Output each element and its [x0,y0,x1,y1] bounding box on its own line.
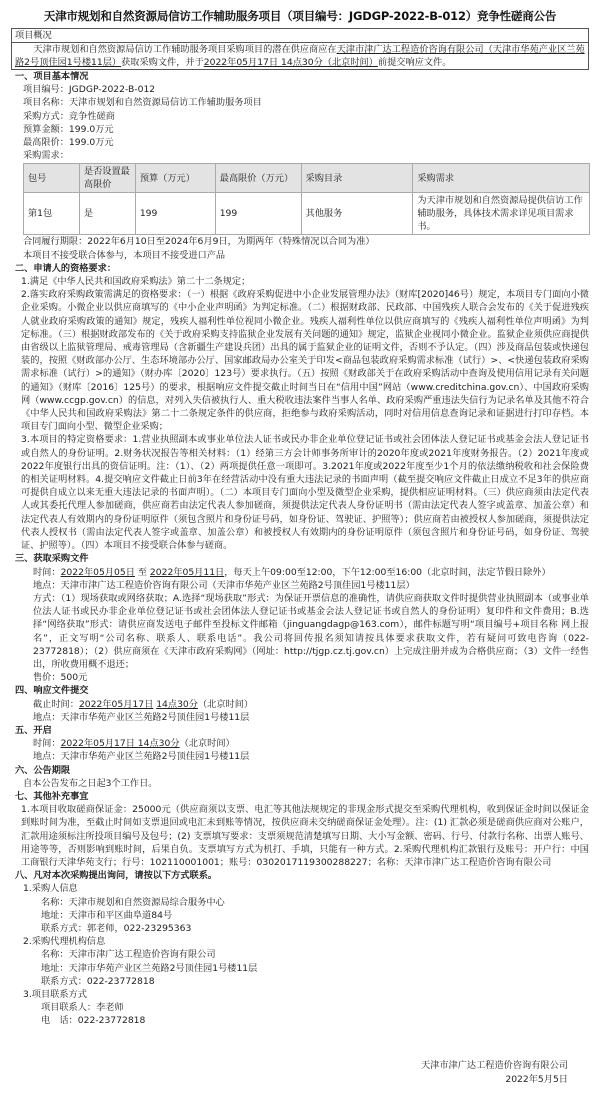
overview-middle: 获取采购文件，并于 [121,57,204,68]
qualification-item-3: 3.本项目的特定资格要求：1.营业执照副本或事业单位法人证书或民办非企业单位登记证书或社会团体法人登记证书或基金会法人登记证书或自然人的身份证明。2.财务状况报告等相关材料：（1）经第三方会计师事务所审计的2020年度或2021年度财务报告。（2）2021年度或2022年度银行出具的资信证明。注：（1）、（2）两项提供任意一项即可。3.2021年度或2022年度至少1个月的依法缴纳税收和社会保险费的相关证明材料。4.提交响应文件截止日前3年在经营活动中没有重大违法记录的书面声明（截至提交响应文件截止日成立不足3年的供应商可提供自成立以来无重大违法记录的书面声明）。（二）本项目专门面向小型及微型企业采购，提供相应证明材料。（三）供应商须由法定代表人或其委托代理人参加磋商，供应商若由法定代表人参加磋商，须提供法定代表人身份证明书（需由法定代表人签字或盖章、加盖公章）和法定代表人有效期内的身份证明原件（须包含照片和身份证号码，如身份证、驾驶证、护照等）；供应商若由被授权人参加磋商，须提供法定代表人授权书（需由法定代表人签字或盖章、加盖公章）和被授权人有效期内的身份证明原件（须包含照片和身份证号码，如身份证、驾驶证、护照等）。（四）本项目不接受联合体参与磋商。 [21,434,589,552]
agency-name: 名称：天津市津广达工程造价咨询有限公司 [41,949,216,961]
overview-box [11,28,589,70]
submission-deadline-time: 14点30分 [156,698,198,710]
overview-prefix: 天津市规划和自然资源局信访工作辅助服务项目采购项目的潜在供应商应在 [33,44,337,55]
table-header: 采购目录 [301,164,413,193]
table-header: 采购需求 [413,164,590,193]
obtain-time-tail: ，每天上午09:00至12:00，下午12:00至16:00（北京时间，法定节假日除外） [224,566,551,578]
agency-address: 地址：天津市华苑产业区兰苑路2号顶佳园1号楼11层 [41,962,258,974]
project-contact-title: 3.项目联系方式 [23,989,87,1000]
project-number: 项目编号：JGDGP-2022-B-012 [23,84,156,96]
table-header-row [24,164,590,193]
section-1-heading: 一、项目基本情况 [15,71,89,82]
agency-contact: 联系方式：022-23772818 [41,975,155,987]
announcement-period: 自本公告发布之日起3个工作日。 [23,777,158,789]
obtain-to: 至 [134,566,150,578]
project-contact-phone: 电 话：022-23772818 [41,1015,146,1027]
section-3-heading: 三、获取采购文件 [15,553,89,565]
section-7-heading: 七、其他补充事宜 [15,790,89,802]
procurement-method: 采购方式：竞争性磋商 [23,110,115,122]
purchaser-info-title: 1.采购人信息 [23,883,78,895]
section-5-heading: 五、开启 [15,724,52,736]
purchaser-contact: 联系方式：郭老师，022-23295363 [41,922,192,934]
section-2-heading: 二、申请人的资格要求： [15,262,117,274]
obtain-method: 方式：（1）现场获取或网络获取；A.选择“现场获取”形式：为保证开票信息的准确性，请供应商获取文件时提供营业执照副本（或事业单位法人证书或民办非企业单位登记证书或社会团体法人登记证书或基金会法人登记证书或自然人的身份证明）复印件和文件费用；B.选择“网络获取”形式：请供应商发送电子邮件至投标文件邮箱（jinguangdagp@163.com），邮件标题写明“项目编号+项目名称 网上报名”，正文写明“公司名称、联系人、联系电话”。我公司将回传报名须知请按具体要求获取文件，若有疑问可致电咨询（022-23772818）；（2）供应商须在《天津市政府采购网》（网址：http://tjgp.cz.tj.gov.cn）上完成注册并成为合格供应商；（3）文件一经售出，所收费用概不退还； [33,592,589,670]
max-price: 最高限价：199.0万元 [23,137,114,149]
obtain-time-label: 时间： [33,566,61,578]
section-4-heading: 四、响应文件提交 [15,685,89,697]
project-contact-person: 项目联系人：李老师 [41,1002,124,1014]
obtain-place: 地点：天津市津广达工程造价咨询有限公司（天津市华苑产业区兰苑路2号顶佳园1号楼11层） [33,579,415,591]
table-cell: 其他服务 [301,193,413,235]
table-row [24,193,590,235]
table-cell: 199 [215,193,301,235]
submission-deadline [11,698,589,711]
obtain-start-date: 2022年05月05日 [60,566,135,578]
signature-date: 2022年5月5日 [505,1074,568,1085]
qualification-item-2: 2.落实政府采购政策需满足的资格要求：（一）根据《政府采购促进中小企业发展管理办法》（财库[2020]46号）规定，本项目专门面向小微企业采购。小微企业以供应商填写的《中小企业声明函》为判定标准。（二）根据财政部、民政部、中国残疾人联合会发布的《关于促进残疾人就业政府采购政策的通知》规定，残疾人福利性单位视同小微企业。残疾人福利性单位以供应商填写的《残疾人福利性单位声明函》为判定标准。（三）根据财政部发布的《关于政府采购支持监狱企业发展有关问题的通知》规定，监狱企业视同小微企业。监狱企业须供应商提供由省级以上监狱管理局、戒毒管理局（含新疆生产建设兵团）出具的属于监狱企业的证明文件，否则不予认定。（四）涉及商品包装或快递包装的，按照《财政部办公厅、生态环境部办公厅、国家邮政局办公室关于印发<商品包装政府采购需求标准（试行）>、<快递包装政府采购需求标准（试行）>的通知》（财办库〔2020〕123号）要求执行。（五）按照《财政部关于在政府采购活动中查询及使用信用记录有关问题的通知》（财库〔2016〕125号）的要求，根据响应文件提交截止时间当日在“信用中国”网站（www.creditchina.gov.cn）、中国政府采购网（www.ccgp.gov.cn）的信息，对列入失信被执行人、重大税收违法案件当事人名单、政府采购严重违法失信行为记录名单及其他不符合《中华人民共和国政府采购法》第二十二条规定条件的供应商，拒绝参与政府采购活动，同时对信用信息查询记录和证据进行打印存档。本项目专门面向小型、微型企业采购； [21,289,589,433]
supplementary-info: 1.本项目收取磋商保证金：25000元（供应商须以支票、电汇等其他法规规定的非现金形式提交至采购代理机构，收到保证金时间以保证金到账时间为准，至截止时间如支票退回或电汇未到账等情况，按供应商未交纳磋商保证金处理）。注：(1) 汇款必须是磋商供应商对公账户，汇款用途须标注所投项目编号及包号；(2) 支票填写要求：支票须规范清楚填写日期、大小写金额、密码、行号、付款行名称、出票人账号、用途等等，否则影响到账时间，后果自负。支票填写方式为机打、手填，只能有一种方式。2.采购代理机构汇款银行及账号：开户行：中国工商银行天津华苑支行；行号：102110001001；账号：0302017119300288227；名称：天津市津广达工程造价咨询有限公司 [21,804,589,868]
page-title: 天津市规划和自然资源局信访工作辅助服务项目（项目编号：JGDGP-2022-B-012）竞争性磋商公告 [43,9,557,23]
table-cell: 是 [79,193,135,235]
table-cell: 199 [135,193,215,235]
table-header: 是否设置最高限价 [79,164,135,193]
signature-company: 天津市津广达工程造价咨询有限公司 [421,1060,568,1071]
overview-deadline: 2022年05月17日 14点30分（北京时间） [203,57,378,68]
table-cell: 为天津市规划和自然资源局提供信访工作辅助服务，具体技术需求详见项目需求书。 [413,193,590,235]
qualification-item-1: 1.满足《中华人民共和国政府采购法》第二十二条规定； [21,276,251,288]
table-header: 包号 [24,164,80,193]
submission-deadline-tail: （北京时间） [197,698,254,710]
overview-suffix: 前提交响应文件。 [377,57,452,68]
project-name: 项目名称：天津市规划和自然资源局信访工作辅助服务项目 [23,97,262,109]
signature-block [421,1059,568,1087]
section-8-heading: 八、凡对本次采购提出询问，请按以下方式联系。 [15,870,218,882]
contract-period: 合同履行期限：2022年6月10日至2024年6月9日，为期两年（特殊情况以合同为准） [23,236,375,248]
table-header: 最高限价（万元） [215,164,301,193]
agency-info-title: 2.采购代理机构信息 [23,936,106,948]
opening-time-tail: （北京时间） [179,738,235,750]
table-header: 预算（万元） [135,164,215,193]
table-cell: 第1包 [24,193,80,235]
opening-time-label: 时间： [33,738,61,750]
overview-place: 天津市津广达工程造价咨询有限公司（天津市华苑产业区兰苑路2号顶佳园1号楼11层） [15,44,585,68]
submission-deadline-label: 截止时间： [33,698,79,710]
submission-deadline-date: 2022年05月17日 [78,698,154,710]
document-price: 售价：500元 [33,672,88,684]
overview-text [12,43,588,69]
overview-heading: 项目概况 [12,29,588,43]
obtain-time [11,566,589,579]
purchaser-name: 名称：天津市规划和自然资源局综合服务中心 [41,896,225,908]
purchaser-address: 地址：天津市和平区曲阜道84号 [41,909,173,921]
opening-time-date: 2022年05月17日 14点30分 [60,738,180,750]
section-6-heading: 六、公告期限 [15,764,71,776]
package-table [23,163,590,235]
opening-time [11,737,589,750]
obtain-end-date: 2022年05月11日 [149,566,225,578]
opening-place: 地点：天津市华苑产业区兰苑路2号顶佳园1号楼11层 [33,751,250,763]
consortium-note: 本项目不接受联合体参与，本项目不接受进口产品 [23,249,226,261]
submission-place: 地点：天津市华苑产业区兰苑路2号顶佳园1号楼11层 [33,711,250,723]
budget-amount: 预算金额：199.0万元 [23,123,114,135]
procurement-needs-label: 采购需求： [23,150,69,162]
